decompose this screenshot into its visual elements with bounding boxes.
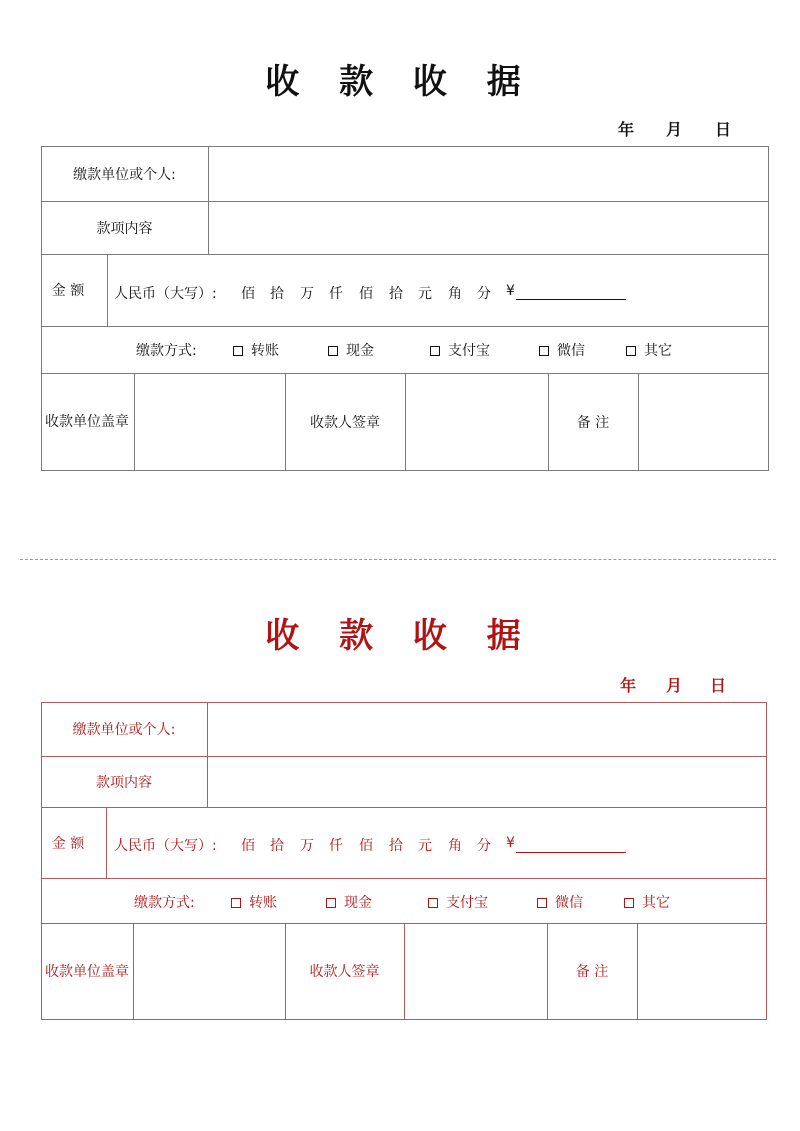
unit-shi: 拾 (270, 838, 284, 854)
unit-fen: 分 (477, 286, 491, 302)
amount-label: 金 额 (51, 283, 85, 299)
table-border (41, 807, 767, 808)
receipt-title: 收 款 收 据 (265, 62, 535, 102)
item-label: 款项内容 (96, 774, 152, 791)
unit-yuan: 元 (418, 838, 432, 854)
rmb-label: 人民币（大写）: (114, 838, 217, 854)
table-border (766, 702, 767, 1020)
date-month[interactable]: 月 (666, 120, 683, 139)
remark-field[interactable] (638, 924, 766, 1019)
signer-field[interactable] (405, 924, 547, 1019)
payer-field[interactable] (208, 703, 766, 756)
unit-wan: 万 (300, 838, 314, 854)
unit-jiao: 角 (448, 838, 462, 854)
date-year[interactable]: 年 (620, 676, 637, 695)
payer-label: 缴款单位或个人: (72, 722, 176, 738)
checkbox-icon[interactable] (428, 898, 438, 908)
payment-option-transfer[interactable]: 转账 (231, 892, 277, 912)
yuan-sign: ¥ (506, 283, 515, 299)
date-month[interactable]: 月 (666, 676, 683, 695)
date-year[interactable]: 年 (618, 120, 635, 139)
checkbox-icon[interactable] (537, 898, 547, 908)
stamp-label: 收款单位盖章 (45, 964, 129, 980)
table-border (41, 1019, 767, 1020)
amount-label: 金 额 (51, 835, 85, 852)
unit-shi: 拾 (389, 838, 403, 854)
payment-option-transfer[interactable]: 转账 (233, 340, 279, 360)
date-day[interactable]: 日 (715, 120, 732, 139)
payment-label: 缴款方式: (136, 343, 197, 359)
signer-label: 收款人签章 (310, 414, 380, 431)
remark-label: 备 注 (576, 414, 610, 431)
unit-qian: 仟 (329, 286, 343, 302)
unit-jiao: 角 (448, 286, 462, 302)
checkbox-icon[interactable] (326, 898, 336, 908)
unit-fen: 分 (477, 838, 491, 854)
stamp-label: 收款单位盖章 (45, 414, 129, 430)
yuan-sign: ¥ (506, 835, 515, 851)
stamp-field[interactable] (134, 924, 285, 1019)
item-label: 款项内容 (96, 220, 153, 237)
remark-label: 备 注 (575, 964, 609, 980)
table-border (41, 878, 767, 879)
payer-label: 缴款单位或个人: (73, 166, 176, 183)
payment-option-wechat[interactable]: 微信 (537, 892, 583, 912)
unit-bai: 佰 (359, 286, 373, 302)
payment-option-cash[interactable]: 现金 (328, 340, 374, 360)
signer-label: 收款人签章 (309, 964, 380, 980)
payment-label: 缴款方式: (134, 895, 195, 911)
amount-input-line[interactable] (516, 852, 626, 853)
checkbox-icon[interactable] (231, 898, 241, 908)
payment-option-alipay[interactable]: 支付宝 (428, 892, 488, 912)
unit-wan: 万 (300, 286, 314, 302)
payment-option-other[interactable]: 其它 (624, 892, 670, 912)
checkbox-icon[interactable] (624, 898, 634, 908)
receipt-title: 收 款 收 据 (265, 616, 535, 656)
payment-option-other[interactable]: 其它 (626, 340, 672, 360)
unit-shi: 拾 (389, 286, 403, 302)
unit-bai: 佰 (241, 286, 255, 302)
rmb-label: 人民币（大写）: (114, 286, 217, 302)
date-day[interactable]: 日 (710, 676, 727, 695)
payment-option-cash[interactable]: 现金 (326, 892, 372, 912)
unit-bai: 佰 (241, 838, 255, 854)
unit-shi: 拾 (270, 286, 284, 302)
unit-qian: 仟 (329, 838, 343, 854)
item-field[interactable] (208, 757, 766, 807)
unit-bai: 佰 (359, 838, 373, 854)
payment-option-alipay[interactable]: 支付宝 (430, 340, 490, 360)
payment-option-wechat[interactable]: 微信 (539, 340, 585, 360)
table-border (106, 807, 107, 878)
unit-yuan: 元 (418, 286, 432, 302)
